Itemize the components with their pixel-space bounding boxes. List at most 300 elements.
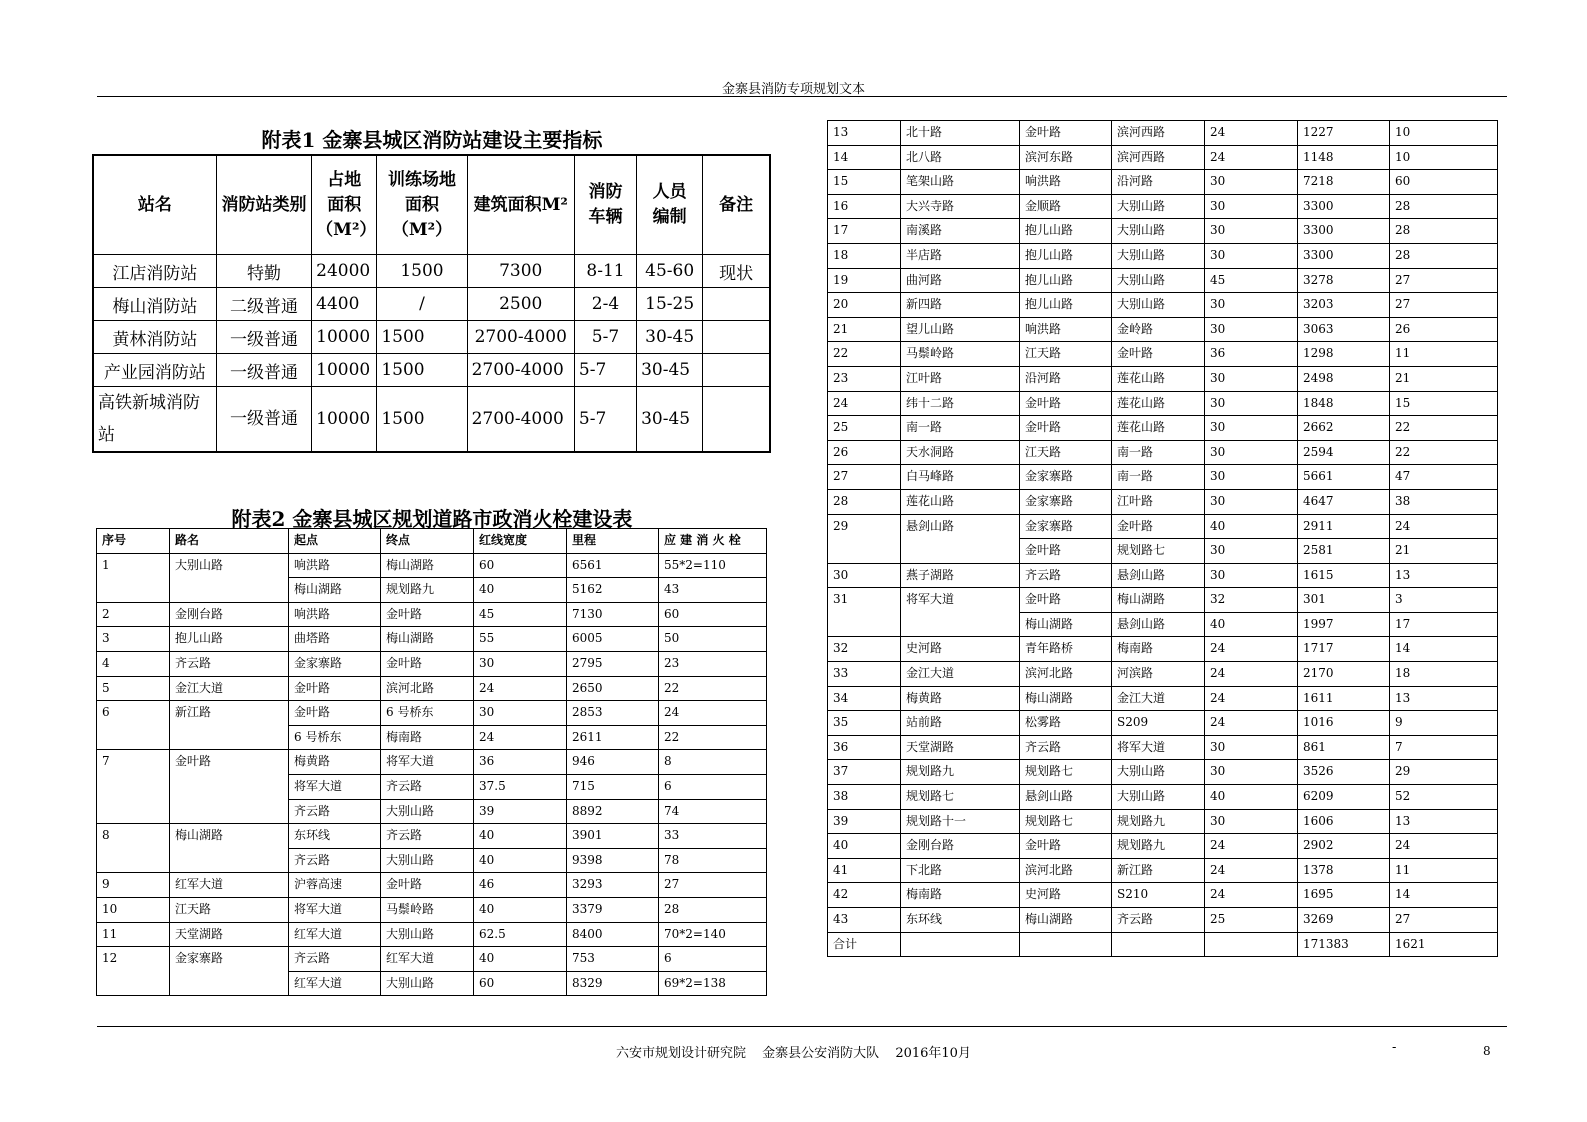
- red-line-width: 62.5: [474, 922, 567, 947]
- vehicles: 2-4: [574, 288, 636, 321]
- length: 8400: [567, 922, 659, 947]
- building-area: 2700-4000: [467, 387, 574, 453]
- hydrant-count: 10: [1390, 121, 1498, 146]
- land-area: 4400: [312, 288, 377, 321]
- end-point: 大别山路: [381, 799, 474, 824]
- start-point: 齐云路: [1020, 563, 1112, 588]
- length: 5162: [567, 578, 659, 603]
- station-type: 二级普通: [216, 288, 311, 321]
- table-row: [828, 908, 1498, 933]
- red-line-width: 30: [1205, 735, 1298, 760]
- road-name: 马鬃岭路: [901, 342, 1020, 367]
- row-index: 16: [828, 194, 901, 219]
- red-line-width: 40: [1205, 785, 1298, 810]
- hydrant-count: 69*2=138: [659, 971, 767, 996]
- hydrant-count: 23: [659, 651, 767, 676]
- start-point: 金家寨路: [1020, 514, 1112, 539]
- hydrant-count: 24: [659, 701, 767, 726]
- length: 6005: [567, 627, 659, 652]
- start-point: 金叶路: [1020, 416, 1112, 441]
- building-area: 2700-4000: [467, 321, 574, 354]
- note: 现状: [703, 255, 770, 288]
- length: 2611: [567, 725, 659, 750]
- start-point: 江天路: [1020, 440, 1112, 465]
- red-line-width: 30: [1205, 563, 1298, 588]
- table2-header-row: [97, 529, 767, 554]
- start-point: 青年路桥: [1020, 637, 1112, 662]
- header-land-area: [312, 155, 377, 255]
- start-point: 史河路: [1020, 883, 1112, 908]
- length: 7130: [567, 602, 659, 627]
- start-point: 金家寨路: [1020, 465, 1112, 490]
- road-name: 望儿山路: [901, 317, 1020, 342]
- hydrant-count: 28: [1390, 243, 1498, 268]
- end-point: 悬剑山路: [1112, 612, 1205, 637]
- hydrant-count: 18: [1390, 662, 1498, 687]
- hydrant-count: 7: [1390, 735, 1498, 760]
- start-point: 梅山湖路: [289, 578, 381, 603]
- row-index: 13: [828, 121, 901, 146]
- start-point: 响洪路: [289, 602, 381, 627]
- end-point: 将军大道: [1112, 735, 1205, 760]
- road-name: 下北路: [901, 858, 1020, 883]
- station-name: 产业园消防站: [93, 354, 216, 387]
- end-point: 梅南路: [381, 725, 474, 750]
- table-row: [828, 785, 1498, 810]
- header-training-area: [377, 155, 467, 255]
- table-row: [828, 858, 1498, 883]
- start-point: 滨河北路: [1020, 858, 1112, 883]
- footer-divider: [97, 1026, 1507, 1027]
- start-point: 响洪路: [289, 553, 381, 578]
- start-point: 金叶路: [1020, 588, 1112, 613]
- length: 2498: [1298, 366, 1390, 391]
- road-name: 燕子湖路: [901, 563, 1020, 588]
- header-divider: [97, 96, 1507, 97]
- red-line-width: 30: [1205, 391, 1298, 416]
- table-row: [828, 416, 1498, 441]
- start-point: 松雾路: [1020, 711, 1112, 736]
- road-name: 新四路: [901, 293, 1020, 318]
- start-point: 抱儿山路: [1020, 219, 1112, 244]
- table-row: [93, 288, 770, 321]
- start-point: 响洪路: [1020, 317, 1112, 342]
- road-name: 南溪路: [901, 219, 1020, 244]
- red-line-width: 24: [1205, 858, 1298, 883]
- red-line-width: 30: [1205, 366, 1298, 391]
- road-name: 梅黄路: [901, 686, 1020, 711]
- vehicles: 8-11: [574, 255, 636, 288]
- table-row: [828, 317, 1498, 342]
- road-name: 莲花山路: [901, 489, 1020, 514]
- end-point: 滨河西路: [1112, 145, 1205, 170]
- road-name: 悬剑山路: [901, 514, 1020, 563]
- length: 3379: [567, 897, 659, 922]
- table2-header-cell: 路名: [170, 529, 289, 554]
- row-index: 17: [828, 219, 901, 244]
- red-line-width: [1205, 932, 1298, 957]
- length: 3203: [1298, 293, 1390, 318]
- red-line-width: 30: [1205, 317, 1298, 342]
- road-name: 天堂湖路: [170, 922, 289, 947]
- hydrant-count: 78: [659, 848, 767, 873]
- row-index: 27: [828, 465, 901, 490]
- end-point: 6 号桥东: [381, 701, 474, 726]
- length: 1997: [1298, 612, 1390, 637]
- end-point: 大别山路: [1112, 194, 1205, 219]
- red-line-width: 40: [1205, 514, 1298, 539]
- station-name: 梅山消防站: [93, 288, 216, 321]
- start-point: 滨河北路: [1020, 662, 1112, 687]
- start-point: 金叶路: [1020, 391, 1112, 416]
- row-index: 38: [828, 785, 901, 810]
- red-line-width: 24: [1205, 145, 1298, 170]
- length: 1016: [1298, 711, 1390, 736]
- note: [703, 387, 770, 453]
- table-row: [93, 387, 770, 453]
- length: 3300: [1298, 243, 1390, 268]
- end-point: 河滨路: [1112, 662, 1205, 687]
- training-area: 1500: [377, 354, 467, 387]
- length: 1298: [1298, 342, 1390, 367]
- road-name: 梅南路: [901, 883, 1020, 908]
- footer-date: 2016年10月: [895, 1046, 971, 1061]
- header-staff: [637, 155, 703, 255]
- table-row: [828, 465, 1498, 490]
- start-point: 金叶路: [1020, 834, 1112, 859]
- row-index: 28: [828, 489, 901, 514]
- start-point: 江天路: [1020, 342, 1112, 367]
- station-type: 一级普通: [216, 387, 311, 453]
- road-name: 金江大道: [170, 676, 289, 701]
- length: 3300: [1298, 219, 1390, 244]
- start-point: 红军大道: [289, 971, 381, 996]
- start-point: 曲塔路: [289, 627, 381, 652]
- table-row: [828, 834, 1498, 859]
- header-station-name: 站名: [93, 155, 216, 255]
- table-row: [97, 701, 767, 726]
- length: 2795: [567, 651, 659, 676]
- header-vehicles: [574, 155, 636, 255]
- road-name: 曲河路: [901, 268, 1020, 293]
- end-point: 莲花山路: [1112, 416, 1205, 441]
- end-point: 将军大道: [381, 750, 474, 775]
- note: [703, 321, 770, 354]
- hydrant-count: 27: [1390, 268, 1498, 293]
- table-row: [97, 627, 767, 652]
- red-line-width: 24: [1205, 711, 1298, 736]
- table2-title: 附表2 金寨县城区规划道路市政消火栓建设表: [231, 507, 633, 531]
- header-training-area-line1: 训练场地: [387, 169, 456, 190]
- red-line-width: 40: [474, 947, 567, 972]
- red-line-width: 36: [474, 750, 567, 775]
- header-land-area-line1: 占地: [327, 169, 362, 190]
- hydrant-count: 43: [659, 578, 767, 603]
- table2-header-cell: 应 建 消 火 栓: [659, 529, 767, 554]
- row-index: 43: [828, 908, 901, 933]
- fire-station-table: [92, 154, 771, 453]
- red-line-width: 60: [474, 553, 567, 578]
- table-row: [97, 676, 767, 701]
- start-point: 6 号桥东: [289, 725, 381, 750]
- start-point: 红军大道: [289, 922, 381, 947]
- end-point: 南一路: [1112, 440, 1205, 465]
- red-line-width: 30: [1205, 194, 1298, 219]
- end-point: 悬剑山路: [1112, 563, 1205, 588]
- header-vehicles-line1: 消防: [588, 182, 623, 202]
- row-index: 42: [828, 883, 901, 908]
- end-point: 大别山路: [381, 971, 474, 996]
- hydrant-count: 47: [1390, 465, 1498, 490]
- table-row: [97, 922, 767, 947]
- hydrant-count: 27: [1390, 908, 1498, 933]
- end-point: 梅南路: [1112, 637, 1205, 662]
- table2-header-cell: 红线宽度: [474, 529, 567, 554]
- hydrant-count: 22: [659, 725, 767, 750]
- road-name: 金刚台路: [901, 834, 1020, 859]
- hydrant-table-right: [827, 120, 1498, 957]
- start-point: 齐云路: [289, 947, 381, 972]
- length: 3278: [1298, 268, 1390, 293]
- hydrant-count: 6: [659, 774, 767, 799]
- red-line-width: 24: [1205, 834, 1298, 859]
- table-row: [93, 255, 770, 288]
- table-row: [97, 651, 767, 676]
- road-name: 北十路: [901, 121, 1020, 146]
- length: 5661: [1298, 465, 1390, 490]
- red-line-width: 45: [474, 602, 567, 627]
- red-line-width: 24: [474, 725, 567, 750]
- start-point: 金顺路: [1020, 194, 1112, 219]
- start-point: 梅山湖路: [1020, 686, 1112, 711]
- road-name: 规划路十一: [901, 809, 1020, 834]
- table-row: [828, 366, 1498, 391]
- length: 2853: [567, 701, 659, 726]
- note: [703, 288, 770, 321]
- end-point: 大别山路: [1112, 219, 1205, 244]
- road-name: 大别山路: [170, 553, 289, 602]
- station-name: 江店消防站: [93, 255, 216, 288]
- red-line-width: 24: [474, 676, 567, 701]
- page-number: 8: [1483, 1044, 1491, 1058]
- hydrant-count: 27: [1390, 293, 1498, 318]
- length: 3901: [567, 824, 659, 849]
- building-area: 2700-4000: [467, 354, 574, 387]
- length: 715: [567, 774, 659, 799]
- hydrant-count: 29: [1390, 760, 1498, 785]
- end-point: 大别山路: [381, 922, 474, 947]
- hydrant-count: 1621: [1390, 932, 1498, 957]
- road-name: 将军大道: [901, 588, 1020, 637]
- red-line-width: 30: [474, 701, 567, 726]
- start-point: 梅山湖路: [1020, 612, 1112, 637]
- note: [703, 354, 770, 387]
- length: 4647: [1298, 489, 1390, 514]
- red-line-width: 30: [1205, 539, 1298, 564]
- table-row: [828, 760, 1498, 785]
- staff: 30-45: [637, 321, 703, 354]
- length: 171383: [1298, 932, 1390, 957]
- header-note: 备注: [703, 155, 770, 255]
- header-station-type: 消防站类别: [216, 155, 311, 255]
- red-line-width: 30: [1205, 416, 1298, 441]
- red-line-width: 24: [1205, 686, 1298, 711]
- hydrant-count: 22: [1390, 440, 1498, 465]
- row-index: 37: [828, 760, 901, 785]
- start-point: 金家寨路: [1020, 489, 1112, 514]
- red-line-width: 37.5: [474, 774, 567, 799]
- road-name: [901, 932, 1020, 957]
- row-index: 36: [828, 735, 901, 760]
- row-index: 20: [828, 293, 901, 318]
- red-line-width: 25: [1205, 908, 1298, 933]
- road-name: 金家寨路: [170, 947, 289, 996]
- station-type: 一级普通: [216, 354, 311, 387]
- road-name: 齐云路: [170, 651, 289, 676]
- station-type: 特勤: [216, 255, 311, 288]
- end-point: 齐云路: [381, 824, 474, 849]
- red-line-width: 30: [1205, 489, 1298, 514]
- hydrant-count: 60: [659, 602, 767, 627]
- road-name: 规划路七: [901, 785, 1020, 810]
- end-point: 金叶路: [381, 602, 474, 627]
- end-point: 规划路九: [1112, 809, 1205, 834]
- road-name: 东环线: [901, 908, 1020, 933]
- end-point: 南一路: [1112, 465, 1205, 490]
- road-name: 史河路: [901, 637, 1020, 662]
- hydrant-count: 13: [1390, 563, 1498, 588]
- table-row: [97, 553, 767, 578]
- end-point: 金叶路: [1112, 342, 1205, 367]
- length: 7218: [1298, 170, 1390, 195]
- road-name: 纬十二路: [901, 391, 1020, 416]
- end-point: 大别山路: [381, 848, 474, 873]
- end-point: 齐云路: [381, 774, 474, 799]
- table-row: [828, 563, 1498, 588]
- length: 2902: [1298, 834, 1390, 859]
- hydrant-count: 28: [659, 897, 767, 922]
- hydrant-count: 52: [1390, 785, 1498, 810]
- end-point: 大别山路: [1112, 760, 1205, 785]
- end-point: 梅山湖路: [381, 553, 474, 578]
- red-line-width: 30: [1205, 760, 1298, 785]
- table-row: [97, 824, 767, 849]
- table-row: [97, 750, 767, 775]
- row-index: 39: [828, 809, 901, 834]
- length: 3300: [1298, 194, 1390, 219]
- start-point: 齐云路: [1020, 735, 1112, 760]
- red-line-width: 30: [474, 651, 567, 676]
- staff: 45-60: [637, 255, 703, 288]
- red-line-width: 40: [474, 578, 567, 603]
- road-name: 金叶路: [170, 750, 289, 824]
- start-point: 沪蓉高速: [289, 873, 381, 898]
- row-index: 19: [828, 268, 901, 293]
- end-point: [1112, 932, 1205, 957]
- hydrant-count: 26: [1390, 317, 1498, 342]
- end-point: 滨河西路: [1112, 121, 1205, 146]
- road-name: 红军大道: [170, 873, 289, 898]
- end-point: S209: [1112, 711, 1205, 736]
- row-index: 25: [828, 416, 901, 441]
- road-name: 江叶路: [901, 366, 1020, 391]
- length: 2170: [1298, 662, 1390, 687]
- training-area: /: [377, 288, 467, 321]
- start-point: 规划路七: [1020, 760, 1112, 785]
- road-name: 站前路: [901, 711, 1020, 736]
- table-row: [828, 662, 1498, 687]
- table1-title: 附表1 金寨县城区消防站建设主要指标: [261, 128, 603, 152]
- header-staff-line1: 人员: [652, 182, 687, 202]
- length: 3293: [567, 873, 659, 898]
- hydrant-count: 22: [1390, 416, 1498, 441]
- red-line-width: 45: [1205, 268, 1298, 293]
- red-line-width: 60: [474, 971, 567, 996]
- hydrant-count: 11: [1390, 342, 1498, 367]
- page-footer: [0, 1042, 1587, 1061]
- start-point: 滨河东路: [1020, 145, 1112, 170]
- vehicles: 5-7: [574, 354, 636, 387]
- hydrant-count: 24: [1390, 514, 1498, 539]
- road-name: 半店路: [901, 243, 1020, 268]
- end-point: 莲花山路: [1112, 366, 1205, 391]
- end-point: 金叶路: [381, 651, 474, 676]
- hydrant-count: 33: [659, 824, 767, 849]
- table-row: [828, 170, 1498, 195]
- header-land-area-line2: 面积: [327, 194, 362, 215]
- end-point: 新江路: [1112, 858, 1205, 883]
- staff: 30-45: [637, 387, 703, 453]
- table-row: [828, 342, 1498, 367]
- table1-header-row: [93, 155, 770, 255]
- length: 3526: [1298, 760, 1390, 785]
- hydrant-count: 14: [1390, 883, 1498, 908]
- table-row: [828, 686, 1498, 711]
- table-row: [828, 440, 1498, 465]
- hydrant-count: 28: [1390, 194, 1498, 219]
- table-row: [97, 873, 767, 898]
- road-name: 北八路: [901, 145, 1020, 170]
- table2-header-cell: 起点: [289, 529, 381, 554]
- table-row: [828, 809, 1498, 834]
- training-area: 1500: [377, 321, 467, 354]
- road-name: 金刚台路: [170, 602, 289, 627]
- station-name: 黄林消防站: [93, 321, 216, 354]
- row-index: 合计: [828, 932, 901, 957]
- road-name: 新江路: [170, 701, 289, 750]
- row-index: 1: [97, 553, 170, 602]
- start-point: 金叶路: [289, 701, 381, 726]
- table-row: [828, 194, 1498, 219]
- row-index: 14: [828, 145, 901, 170]
- red-line-width: 40: [474, 897, 567, 922]
- start-point: 沿河路: [1020, 366, 1112, 391]
- road-name: 抱儿山路: [170, 627, 289, 652]
- table2-header-cell: 序号: [97, 529, 170, 554]
- hydrant-count: 60: [1390, 170, 1498, 195]
- land-area: 10000: [312, 354, 377, 387]
- hydrant-table-left: [96, 528, 767, 996]
- training-area: 1500: [377, 255, 467, 288]
- end-point: 梅山湖路: [1112, 588, 1205, 613]
- length: 2662: [1298, 416, 1390, 441]
- hydrant-count: 70*2=140: [659, 922, 767, 947]
- row-index: 8: [97, 824, 170, 873]
- end-point: 齐云路: [1112, 908, 1205, 933]
- table-row: [828, 268, 1498, 293]
- row-index: 3: [97, 627, 170, 652]
- vehicles: 5-7: [574, 387, 636, 453]
